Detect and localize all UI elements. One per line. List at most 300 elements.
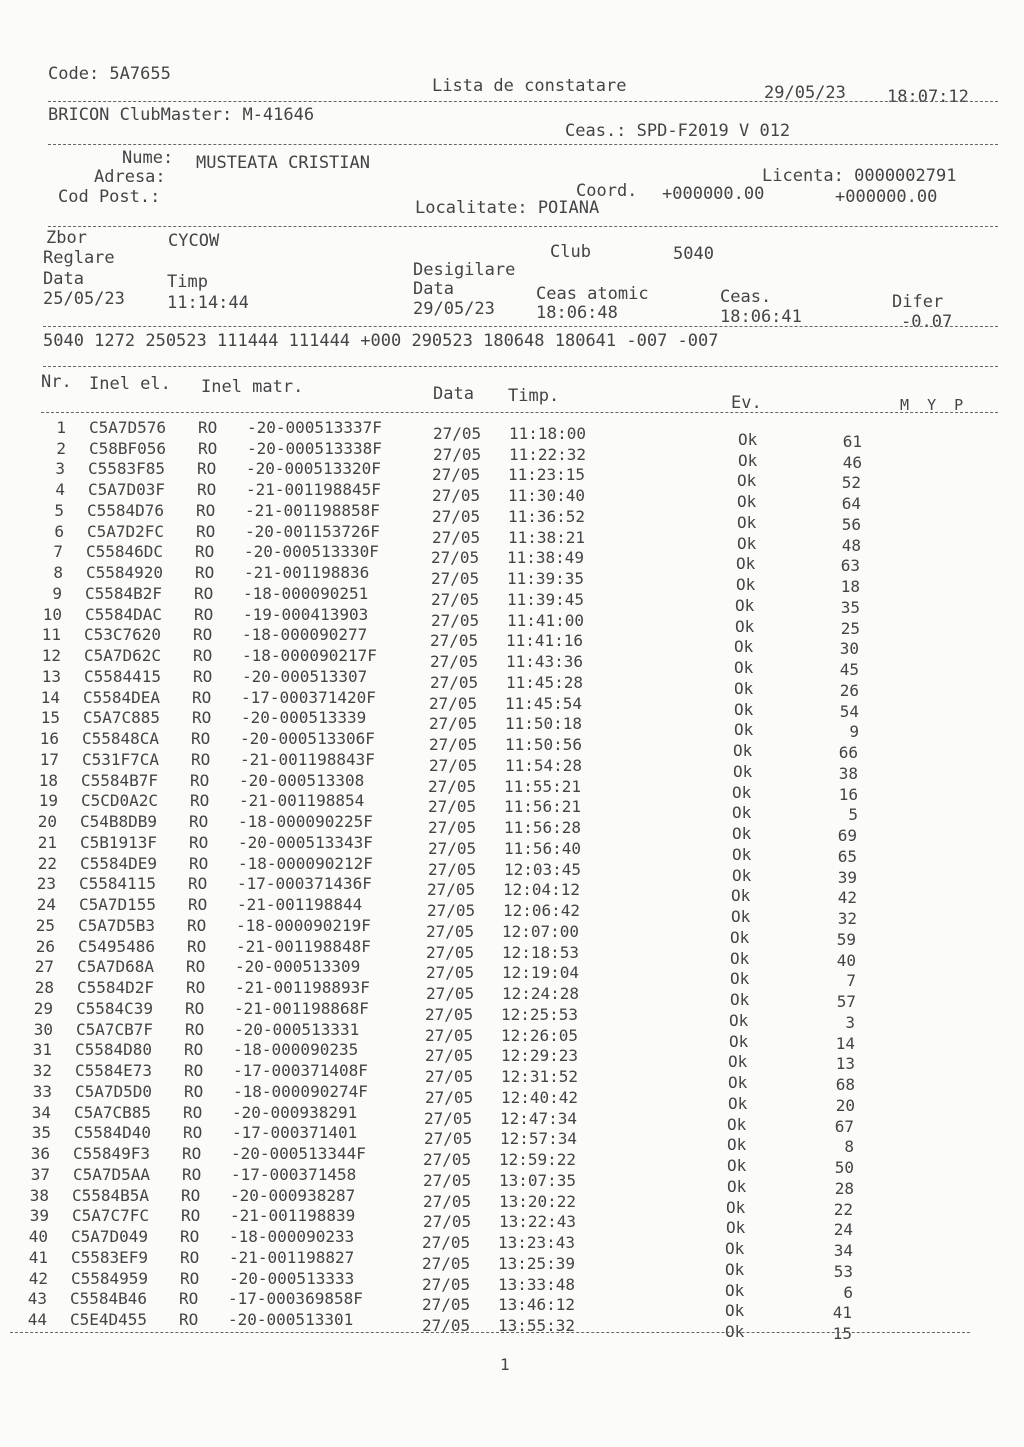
row-number: 44: [27, 1310, 47, 1329]
row-number: 8: [53, 563, 63, 583]
col-header-ev: Ev.: [731, 393, 762, 413]
arrival-time: 11:45:54: [505, 693, 583, 713]
summary-code-line: 5040 1272 250523 111444 111444 +000 290523 180648 180641 -007 -007: [43, 331, 719, 351]
arrival-date: 27/05: [422, 1274, 471, 1294]
event-status: Ok: [730, 948, 750, 968]
score-value: 66: [838, 743, 858, 763]
row-number: 39: [29, 1206, 49, 1226]
row-number: 28: [34, 978, 54, 998]
score-value: 59: [836, 929, 856, 949]
country-code: RO: [189, 853, 209, 873]
arrival-date: 27/05: [433, 424, 482, 443]
arrival-date: 27/05: [430, 672, 479, 692]
ring-number: -18-000090219F: [236, 915, 371, 935]
electronic-ring: C5584B2F: [85, 583, 163, 603]
club-label: Club: [550, 242, 591, 262]
arrival-date: 27/05: [432, 465, 481, 485]
event-status: Ok: [725, 1301, 745, 1321]
event-status: Ok: [726, 1218, 746, 1238]
score-value: 20: [835, 1095, 855, 1115]
col-header-myp: M Y P: [900, 396, 964, 414]
arrival-date: 27/05: [428, 776, 477, 796]
arrival-date: 27/05: [427, 901, 476, 921]
electronic-ring: C5A7D576: [89, 418, 167, 437]
ring-number: -20-000513330F: [244, 542, 379, 562]
country-code: RO: [193, 646, 213, 666]
arrival-date: 27/05: [423, 1191, 472, 1211]
event-status: Ok: [735, 595, 755, 615]
event-status: Ok: [727, 1135, 747, 1155]
event-status: Ok: [738, 450, 758, 470]
country-code: RO: [181, 1185, 201, 1205]
coord-longitude: +000000.00: [835, 187, 938, 207]
event-status: Ok: [725, 1259, 745, 1279]
row-number: 17: [39, 749, 59, 769]
electronic-ring: C55849F3: [73, 1144, 151, 1164]
arrival-time: 12:24:28: [502, 984, 580, 1004]
arrival-time: 13:55:32: [498, 1316, 576, 1335]
arrival-date: 27/05: [422, 1316, 471, 1335]
document-title: Lista de constatare: [432, 76, 627, 96]
arrival-time: 13:20:22: [499, 1191, 577, 1211]
ring-number: -17-000369858F: [228, 1289, 363, 1309]
divider: [10, 1332, 970, 1333]
electronic-ring: C5584B46: [70, 1289, 148, 1309]
electronic-ring: C5584E73: [75, 1061, 153, 1081]
arrival-time: 11:45:28: [506, 672, 584, 692]
event-status: Ok: [729, 1010, 749, 1030]
arrival-date: 27/05: [429, 735, 478, 755]
event-status: Ok: [729, 1031, 749, 1051]
row-number: 13: [41, 666, 61, 686]
zbor-value: CYCOW: [168, 231, 220, 251]
ring-number: -17-000371458: [231, 1164, 357, 1184]
country-code: RO: [181, 1206, 201, 1226]
row-number: 3: [55, 459, 65, 479]
arrival-date: 27/05: [428, 859, 477, 879]
score-value: 52: [841, 473, 861, 493]
atomic-time: 18:06:48: [536, 303, 618, 323]
arrival-date: 27/05: [433, 444, 482, 464]
row-number: 4: [55, 480, 65, 500]
arrival-time: 11:38:21: [508, 527, 586, 547]
ring-number: -20-000938291: [232, 1102, 358, 1122]
country-code: RO: [197, 480, 217, 500]
ring-number: -17-000371420F: [241, 687, 376, 707]
row-number: 11: [41, 625, 61, 645]
electronic-ring: C5584DAC: [85, 604, 163, 624]
event-status: Ok: [725, 1322, 745, 1341]
ring-number: -21-001198868F: [234, 998, 369, 1018]
device-id: BRICON ClubMaster: M-41646: [48, 105, 315, 125]
ring-number: -20-000513338F: [247, 438, 382, 458]
ring-number: -19-000413903: [243, 604, 369, 624]
arrival-date: 27/05: [431, 610, 480, 630]
arrival-date: 27/05: [432, 527, 481, 547]
event-status: Ok: [728, 1052, 748, 1072]
arrival-date: 27/05: [422, 1233, 471, 1253]
score-value: 53: [833, 1261, 853, 1281]
divider: [43, 326, 998, 327]
ring-number: -21-001198848F: [236, 936, 371, 956]
score-value: 48: [841, 535, 861, 555]
electronic-ring: C5584C39: [76, 998, 154, 1018]
arrival-time: 11:22:32: [509, 444, 587, 464]
arrival-date: 27/05: [424, 1108, 473, 1128]
row-number: 40: [28, 1227, 48, 1247]
electronic-ring: C55848CA: [82, 729, 160, 749]
electronic-ring: C5583EF9: [71, 1247, 149, 1267]
row-number: 27: [34, 957, 54, 977]
ring-number: -20-000513306F: [240, 729, 375, 749]
arrival-time: 11:50:56: [505, 735, 583, 755]
arrival-date: 27/05: [426, 921, 475, 941]
arrival-date: 27/05: [428, 797, 477, 817]
score-value: 6: [843, 1282, 853, 1302]
ring-number: -18-000090235: [233, 1040, 359, 1060]
row-number: 36: [30, 1144, 50, 1164]
electronic-ring: C53C7620: [84, 625, 162, 645]
ring-number: -21-001198858F: [245, 500, 380, 520]
coord-label: Coord.: [576, 181, 638, 201]
event-status: Ok: [734, 720, 754, 740]
electronic-ring: C5E4D455: [70, 1310, 148, 1329]
ring-number: -21-001198845F: [246, 480, 381, 500]
score-value: 57: [836, 992, 856, 1012]
event-status: Ok: [734, 699, 754, 719]
divider: [48, 226, 998, 227]
arrival-time: 12:59:22: [499, 1150, 577, 1170]
event-status: Ok: [734, 658, 754, 678]
arrival-time: 11:23:15: [508, 465, 586, 485]
country-code: RO: [188, 874, 208, 894]
ring-number: -21-001198836: [244, 563, 370, 583]
country-code: RO: [190, 770, 210, 790]
event-status: Ok: [732, 782, 752, 802]
arrival-time: 11:39:45: [507, 589, 585, 609]
arrival-time: 11:56:40: [504, 838, 582, 858]
country-code: RO: [185, 998, 205, 1018]
divider: [43, 366, 998, 367]
arrival-time: 11:30:40: [508, 486, 586, 506]
arrival-time: 11:36:52: [508, 506, 586, 526]
score-value: 65: [837, 846, 857, 866]
row-number: 5: [54, 500, 64, 520]
country-code: RO: [198, 438, 218, 458]
data-label: Data: [43, 269, 84, 289]
electronic-ring: C5A7D5D0: [75, 1081, 153, 1101]
electronic-ring: C531F7CA: [82, 749, 160, 769]
col-header-timp: Timp.: [508, 386, 560, 406]
country-code: RO: [195, 542, 215, 562]
score-value: 69: [837, 826, 857, 846]
country-code: RO: [192, 708, 212, 728]
table-row: [0, 1310, 1024, 1343]
arrival-time: 12:03:45: [504, 859, 582, 879]
zbor-label: Zbor: [46, 228, 87, 248]
coord-latitude: +000000.00: [662, 184, 765, 204]
arrival-time: 11:54:28: [505, 755, 583, 775]
event-status: Ok: [737, 471, 757, 491]
ring-number: -18-000090233: [229, 1227, 355, 1247]
country-code: RO: [187, 915, 207, 935]
ring-number: -21-001198827: [229, 1247, 355, 1267]
arrival-date: 27/05: [431, 589, 480, 609]
arrival-date: 27/05: [423, 1212, 472, 1232]
col-header-inel-matr: Inel matr.: [201, 377, 304, 397]
atomic-clock-label: Ceas atomic: [536, 284, 649, 304]
score-value: 16: [838, 784, 858, 804]
timp-label: Timp: [167, 272, 208, 292]
electronic-ring: C5584DEA: [83, 687, 161, 707]
event-status: Ok: [735, 616, 755, 636]
header-time: 18:07:12: [887, 87, 969, 107]
event-status: Ok: [737, 533, 757, 553]
score-value: 61: [842, 432, 862, 451]
electronic-ring: C5B1913F: [80, 832, 158, 852]
ring-number: -20-000513301: [228, 1310, 354, 1329]
electronic-ring: C5584415: [84, 666, 162, 686]
country-code: RO: [182, 1144, 202, 1164]
col-header-data: Data: [433, 384, 474, 404]
col-header-nr: Nr.: [41, 372, 72, 392]
ring-number: -20-000513331: [234, 1019, 360, 1039]
country-code: RO: [195, 563, 215, 583]
event-status: Ok: [738, 430, 758, 449]
page-number: 1: [500, 1355, 510, 1374]
ring-number: -17-000371401: [232, 1123, 358, 1143]
country-code: RO: [196, 500, 216, 520]
arrival-time: 11:41:16: [506, 631, 584, 651]
electronic-ring: C5A7D5B3: [78, 915, 156, 935]
event-status: Ok: [727, 1176, 747, 1196]
arrival-time: 11:56:21: [504, 797, 582, 817]
row-number: 12: [41, 646, 61, 666]
row-number: 34: [31, 1102, 51, 1122]
country-code: RO: [182, 1164, 202, 1184]
arrival-time: 11:56:28: [504, 818, 582, 838]
row-number: 18: [38, 770, 58, 790]
arrival-time: 13:25:39: [498, 1253, 576, 1273]
event-status: Ok: [725, 1280, 745, 1300]
arrival-date: 27/05: [426, 984, 475, 1004]
row-number: 26: [35, 936, 55, 956]
arrival-date: 27/05: [432, 486, 481, 506]
arrival-time: 13:07:35: [499, 1170, 577, 1190]
col-header-inel-el: Inel el.: [89, 374, 171, 394]
row-number: 25: [35, 915, 55, 935]
arrival-date: 27/05: [422, 1253, 471, 1273]
ring-number: -20-000513308: [239, 770, 365, 790]
row-number: 22: [37, 853, 57, 873]
event-status: Ok: [736, 554, 756, 574]
ring-number: -18-000090274F: [233, 1081, 368, 1101]
arrival-date: 27/05: [424, 1129, 473, 1149]
license-number: Licenta: 0000002791: [762, 166, 957, 186]
row-number: 14: [40, 687, 60, 707]
arrival-time: 12:19:04: [502, 963, 580, 983]
row-number: 42: [28, 1268, 48, 1288]
arrival-time: 13:22:43: [499, 1212, 577, 1232]
arrival-date: 27/05: [427, 880, 476, 900]
electronic-ring: C5A7CB7F: [76, 1019, 154, 1039]
country-code: RO: [186, 978, 206, 998]
country-code: RO: [179, 1289, 199, 1309]
ring-number: -21-001198843F: [240, 749, 375, 769]
country-code: RO: [191, 749, 211, 769]
arrival-date: 27/05: [429, 693, 478, 713]
desigilare-date: 29/05/23: [413, 299, 495, 319]
arrival-date: 27/05: [426, 942, 475, 962]
event-status: Ok: [732, 865, 752, 885]
event-status: Ok: [730, 990, 750, 1010]
event-status: Ok: [731, 907, 751, 927]
score-value: 18: [840, 577, 860, 597]
ring-number: -20-000513309: [235, 957, 361, 977]
arrival-time: 12:31:52: [501, 1067, 579, 1087]
arrival-time: 12:06:42: [503, 901, 581, 921]
score-value: 24: [833, 1220, 853, 1240]
country-code: RO: [193, 666, 213, 686]
score-value: 13: [835, 1054, 855, 1074]
country-code: RO: [198, 418, 218, 437]
score-value: 54: [839, 701, 859, 721]
event-status: Ok: [727, 1156, 747, 1176]
electronic-ring: C5A7D049: [71, 1227, 149, 1247]
arrival-time: 12:04:12: [503, 880, 581, 900]
ring-number: -17-000371436F: [237, 874, 372, 894]
row-number: 21: [37, 832, 57, 852]
row-number: 6: [54, 521, 64, 541]
country-code: RO: [189, 832, 209, 852]
score-value: 38: [838, 763, 858, 783]
ring-number: -20-000513343F: [238, 832, 373, 852]
ring-number: -18-000090217F: [242, 646, 377, 666]
ring-number: -18-000090251: [243, 583, 369, 603]
row-number: 19: [38, 791, 58, 811]
arrival-time: 11:18:00: [509, 424, 587, 443]
row-number: 33: [32, 1081, 52, 1101]
desigilare-label: Desigilare: [413, 260, 516, 280]
score-value: 26: [839, 680, 859, 700]
score-value: 41: [832, 1303, 852, 1323]
score-value: 28: [834, 1178, 854, 1198]
ring-number: -21-001198844: [237, 895, 363, 915]
ring-number: -20-000513320F: [246, 459, 381, 479]
arrival-time: 12:26:05: [501, 1025, 579, 1045]
arrival-time: 12:47:34: [500, 1108, 578, 1128]
divider: [41, 412, 998, 413]
arrival-date: 27/05: [426, 963, 475, 983]
electronic-ring: C5495486: [78, 936, 156, 956]
difer-label: Difer: [892, 292, 944, 312]
row-number: 35: [31, 1123, 51, 1143]
ring-number: -20-000513337F: [247, 418, 382, 437]
arrival-date: 27/05: [431, 569, 480, 589]
arrival-date: 27/05: [422, 1295, 471, 1315]
electronic-ring: C5584115: [79, 874, 157, 894]
reglare-time: 11:14:44: [167, 293, 249, 313]
arrival-date: 27/05: [425, 1025, 474, 1045]
electronic-ring: C5A7D5AA: [73, 1164, 151, 1184]
electronic-ring: C5584959: [71, 1268, 149, 1288]
ring-number: -20-001153726F: [245, 521, 380, 541]
row-number: 16: [39, 729, 59, 749]
country-code: RO: [192, 687, 212, 707]
score-value: 35: [840, 597, 860, 617]
row-number: 32: [32, 1061, 52, 1081]
ring-number: -21-001198839: [230, 1206, 356, 1226]
event-status: Ok: [733, 761, 753, 781]
postal-code-label: Cod Post.:: [58, 187, 161, 207]
electronic-ring: C5A7D68A: [77, 957, 155, 977]
country-code: RO: [184, 1040, 204, 1060]
country-code: RO: [194, 583, 214, 603]
arrival-time: 11:55:21: [504, 776, 582, 796]
score-value: 32: [837, 909, 857, 929]
score-value: 42: [837, 888, 857, 908]
country-code: RO: [189, 812, 209, 832]
event-status: Ok: [737, 512, 757, 532]
arrival-date: 27/05: [429, 714, 478, 734]
electronic-ring: C5583F85: [88, 459, 166, 479]
row-number: 23: [36, 874, 56, 894]
data-label: Data: [413, 279, 454, 299]
event-status: Ok: [727, 1114, 747, 1134]
ring-number: -20-000938287: [230, 1185, 356, 1205]
event-status: Ok: [728, 1093, 748, 1113]
event-status: Ok: [728, 1073, 748, 1093]
event-status: Ok: [730, 969, 750, 989]
country-code: RO: [180, 1227, 200, 1247]
electronic-ring: C5584D2F: [77, 978, 155, 998]
electronic-ring: C5A7C7FC: [72, 1206, 150, 1226]
arrival-time: 11:39:35: [507, 569, 585, 589]
name-label: Nume:: [122, 148, 174, 168]
header-date: 29/05/23: [764, 83, 846, 103]
score-value: 15: [832, 1324, 852, 1343]
electronic-ring: C5A7D2FC: [87, 521, 165, 541]
arrival-date: 27/05: [430, 652, 479, 672]
arrival-date: 27/05: [423, 1170, 472, 1190]
country-code: RO: [197, 459, 217, 479]
score-value: 67: [834, 1116, 854, 1136]
row-number: 24: [36, 895, 56, 915]
country-code: RO: [191, 729, 211, 749]
score-value: 30: [839, 639, 859, 659]
country-code: RO: [179, 1310, 199, 1329]
ring-number: -20-000513307: [242, 666, 368, 686]
score-value: 5: [848, 805, 858, 825]
country-code: RO: [180, 1247, 200, 1267]
country-code: RO: [180, 1268, 200, 1288]
event-status: Ok: [737, 492, 757, 512]
divider: [48, 144, 998, 145]
score-value: 40: [836, 950, 856, 970]
ring-number: -21-001198854: [239, 791, 365, 811]
arrival-time: 11:38:49: [507, 548, 585, 568]
event-status: Ok: [730, 927, 750, 947]
electronic-ring: C54B8DB9: [80, 812, 158, 832]
country-code: RO: [183, 1123, 203, 1143]
score-value: 46: [842, 452, 862, 472]
arrival-date: 27/05: [425, 1087, 474, 1107]
arrival-time: 12:25:53: [501, 1004, 579, 1024]
ceas-time: 18:06:41: [720, 307, 802, 327]
ring-number: -18-000090212F: [238, 853, 373, 873]
score-value: 50: [834, 1158, 854, 1178]
arrival-date: 27/05: [425, 1067, 474, 1087]
